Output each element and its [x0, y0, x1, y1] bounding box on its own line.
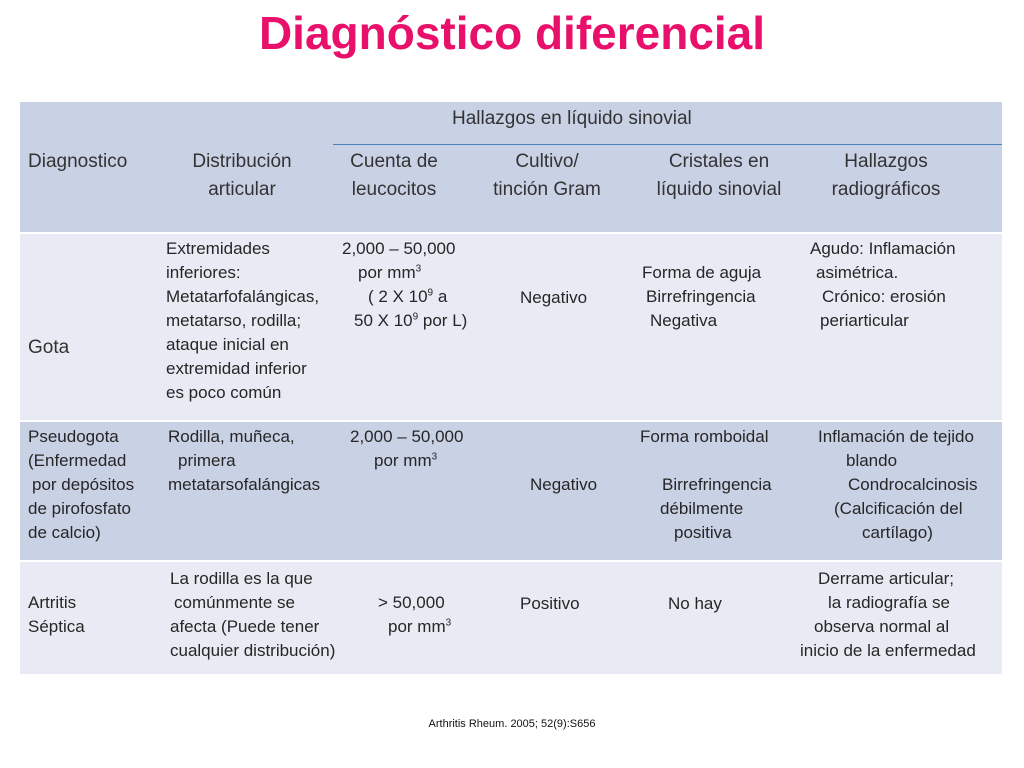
cell-radiograficos-artritis: Derrame articular; la radiografía se observa normal al inicio de la enfermedad	[800, 569, 976, 660]
cell-cristales-gota: Forma de aguja Birrefringencia Negativa	[642, 263, 762, 330]
cell-cultivo-pseudogota: Negativo	[530, 475, 598, 494]
cell-cultivo-artritis: Positivo	[520, 594, 580, 613]
header-group-rule	[333, 144, 1002, 145]
cell-cuenta-pseudogota: 2,000 – 50,000 por $mm^3$	[350, 427, 464, 470]
cell-diagnostico-pseudogota: Pseudogota (Enfermedad por depósitos de pirofosfato de calcio)	[28, 427, 135, 542]
header-cuenta: Cuenta de leucocitos	[350, 151, 438, 200]
cell-cristales-pseudogota: Forma romboidal Birrefringencia débilmente positiva	[640, 427, 772, 542]
cell-cuenta-gota: 2,000 – 50,000 por $mm^3$ ( 2 X $10^9$ a 50 X $10^9$ por L)	[342, 239, 468, 330]
header-cultivo: Cultivo/ tinción Gram	[493, 151, 601, 200]
differential-diagnosis-table	[20, 102, 1002, 674]
header-diagnostico: Diagnostico	[28, 151, 128, 172]
source-citation: Arthritis Rheum. 2005; 52(9):S656	[428, 718, 596, 730]
cell-radiograficos-gota: Agudo: Inflamación asimétrica. Crónico: erosión periarticular	[810, 239, 956, 330]
cell-radiograficos-pseudogota: Inflamación de tejido blando Condrocalcinosis (Calcificación del cartílago)	[818, 427, 978, 542]
header-radiograficos: Hallazgos radiográficos	[831, 151, 941, 200]
cell-diagnostico-artritis: Artritis Séptica	[28, 593, 85, 636]
cell-distribucion-gota: Extremidades inferiores: Metatarfofalángicas, metatarso, rodilla; ataque inicial en extremidad inferior es poco común	[166, 239, 320, 402]
cell-cristales-artritis: No hay	[668, 594, 722, 613]
cell-distribucion-pseudogota: Rodilla, muñeca, primera metatarsofalángicas	[168, 427, 321, 494]
cell-distribucion-artritis: La rodilla es la que comúnmente se afecta (Puede tener cualquier distribución)	[170, 569, 336, 660]
header-group-synovial: Hallazgos en líquido sinovial	[452, 108, 692, 129]
page-title: Diagnóstico diferencial	[258, 7, 766, 59]
header-cristales: Cristales en líquido sinovial	[656, 151, 782, 200]
cell-diagnostico-gota: Gota	[28, 337, 70, 358]
header-distribucion: Distribución articular	[192, 151, 292, 200]
cell-cultivo-gota: Negativo	[520, 288, 588, 307]
cell-cuenta-artritis: > 50,000 por $mm^3$	[378, 593, 452, 636]
